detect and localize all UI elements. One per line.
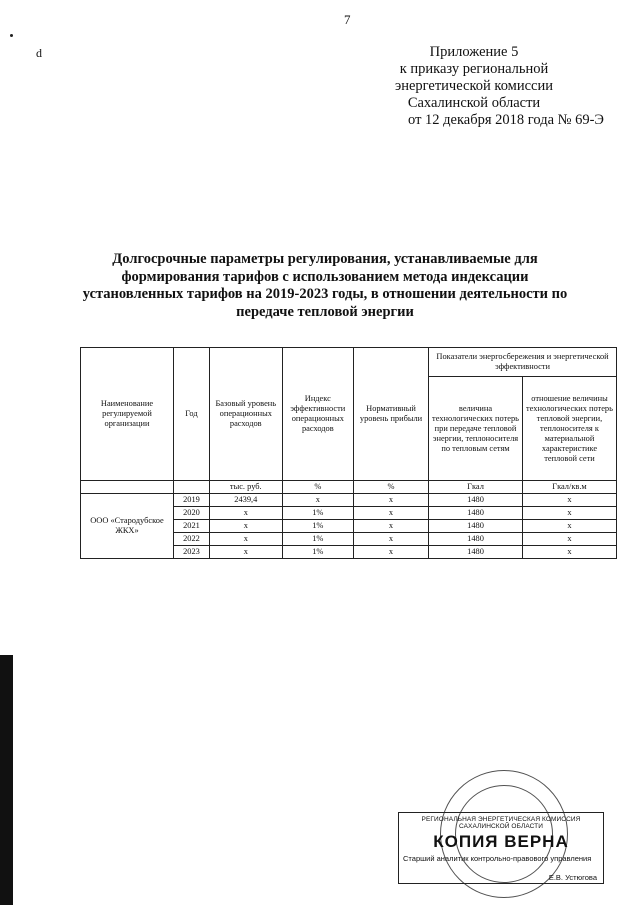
index-cell: 1% bbox=[282, 546, 353, 559]
page-number: 7 bbox=[344, 12, 351, 27]
unit-cell: Гкал/кв.м bbox=[522, 481, 616, 494]
loss-cell: 1480 bbox=[429, 546, 523, 559]
stamp-signer-name: Е.В. Устюгова bbox=[548, 873, 597, 882]
loss-cell: 1480 bbox=[429, 494, 523, 507]
profit-cell: x bbox=[353, 546, 428, 559]
ratio-cell: x bbox=[522, 546, 616, 559]
profit-cell: x bbox=[353, 494, 428, 507]
loss-cell: 1480 bbox=[429, 520, 523, 533]
base-cell: x bbox=[209, 546, 282, 559]
appendix-line: Приложение 5 bbox=[429, 44, 519, 60]
unit-cell: % bbox=[353, 481, 428, 494]
unit-cell-empty bbox=[173, 481, 209, 494]
year-cell: 2022 bbox=[173, 533, 209, 546]
parameters-table bbox=[80, 347, 617, 559]
unit-cell: Гкал bbox=[429, 481, 523, 494]
loss-cell: 1480 bbox=[429, 533, 523, 546]
unit-cell: тыс. руб. bbox=[209, 481, 282, 494]
appendix-line: от 12 декабря 2018 года № 69-Э bbox=[408, 112, 604, 128]
header-loss: величина технологических потерь при передаче тепловой энергии, теплоносителя по тепловым сетям bbox=[429, 377, 523, 481]
loss-cell: 1480 bbox=[429, 507, 523, 520]
index-cell: 1% bbox=[282, 520, 353, 533]
base-cell: x bbox=[209, 533, 282, 546]
stamp-role: Старший аналитик контрольно-правового управления bbox=[403, 854, 592, 863]
header-year: Год bbox=[173, 348, 209, 481]
scan-dot bbox=[10, 34, 13, 37]
appendix-line: к приказу региональной bbox=[399, 61, 549, 77]
certified-copy-stamp bbox=[398, 812, 604, 884]
year-cell: 2020 bbox=[173, 507, 209, 520]
header-profit: Нормативный уровень прибыли bbox=[353, 348, 428, 481]
year-cell: 2019 bbox=[173, 494, 209, 507]
ratio-cell: x bbox=[522, 494, 616, 507]
ratio-cell: x bbox=[522, 507, 616, 520]
stamp-header: РЕГИОНАЛЬНАЯ ЭНЕРГЕТИЧЕСКАЯ КОМИССИЯ САХАЛИНСКОЙ ОБЛАСТИ bbox=[421, 816, 581, 830]
year-cell: 2023 bbox=[173, 546, 209, 559]
unit-cell: % bbox=[282, 481, 353, 494]
base-cell: x bbox=[209, 507, 282, 520]
profit-cell: x bbox=[353, 507, 428, 520]
base-cell: 2439,4 bbox=[209, 494, 282, 507]
table-header-row bbox=[81, 348, 617, 377]
header-group: Показатели энергосбережения и энергетической эффективности bbox=[429, 348, 617, 377]
margin-mark: d bbox=[36, 46, 42, 60]
document-title: Долгосрочные параметры регулирования, устанавливаемые для формирования тарифов с использованием метода индексации установленных тарифов на 2019-2023 годы, в отношении деятельности по передаче тепловой энергии bbox=[82, 251, 568, 320]
profit-cell: x bbox=[353, 520, 428, 533]
ratio-cell: x bbox=[522, 533, 616, 546]
header-index: Индекс эффективности операционных расходов bbox=[282, 348, 353, 481]
appendix-line: Сахалинской области bbox=[407, 95, 541, 111]
index-cell: 1% bbox=[282, 507, 353, 520]
unit-cell-empty bbox=[81, 481, 174, 494]
scan-edge-bar bbox=[0, 655, 13, 905]
table-row bbox=[81, 494, 617, 507]
header-ratio: отношение величины технологических потерь тепловой энергии, теплоносителя к материальной характеристике тепловой сети bbox=[522, 377, 616, 481]
appendix-line: энергетической комиссии bbox=[394, 78, 554, 94]
stamp-copy-label: КОПИЯ ВЕРНА bbox=[433, 832, 569, 851]
index-cell: x bbox=[282, 494, 353, 507]
profit-cell: x bbox=[353, 533, 428, 546]
index-cell: 1% bbox=[282, 533, 353, 546]
ratio-cell: x bbox=[522, 520, 616, 533]
appendix-block bbox=[344, 44, 604, 129]
header-org: Наименование регулируемой организации bbox=[81, 348, 174, 481]
header-base: Базовый уровень операционных расходов bbox=[209, 348, 282, 481]
organization-cell: ООО «Стародубское ЖКХ» bbox=[81, 494, 174, 559]
units-row bbox=[81, 481, 617, 494]
year-cell: 2021 bbox=[173, 520, 209, 533]
base-cell: x bbox=[209, 520, 282, 533]
